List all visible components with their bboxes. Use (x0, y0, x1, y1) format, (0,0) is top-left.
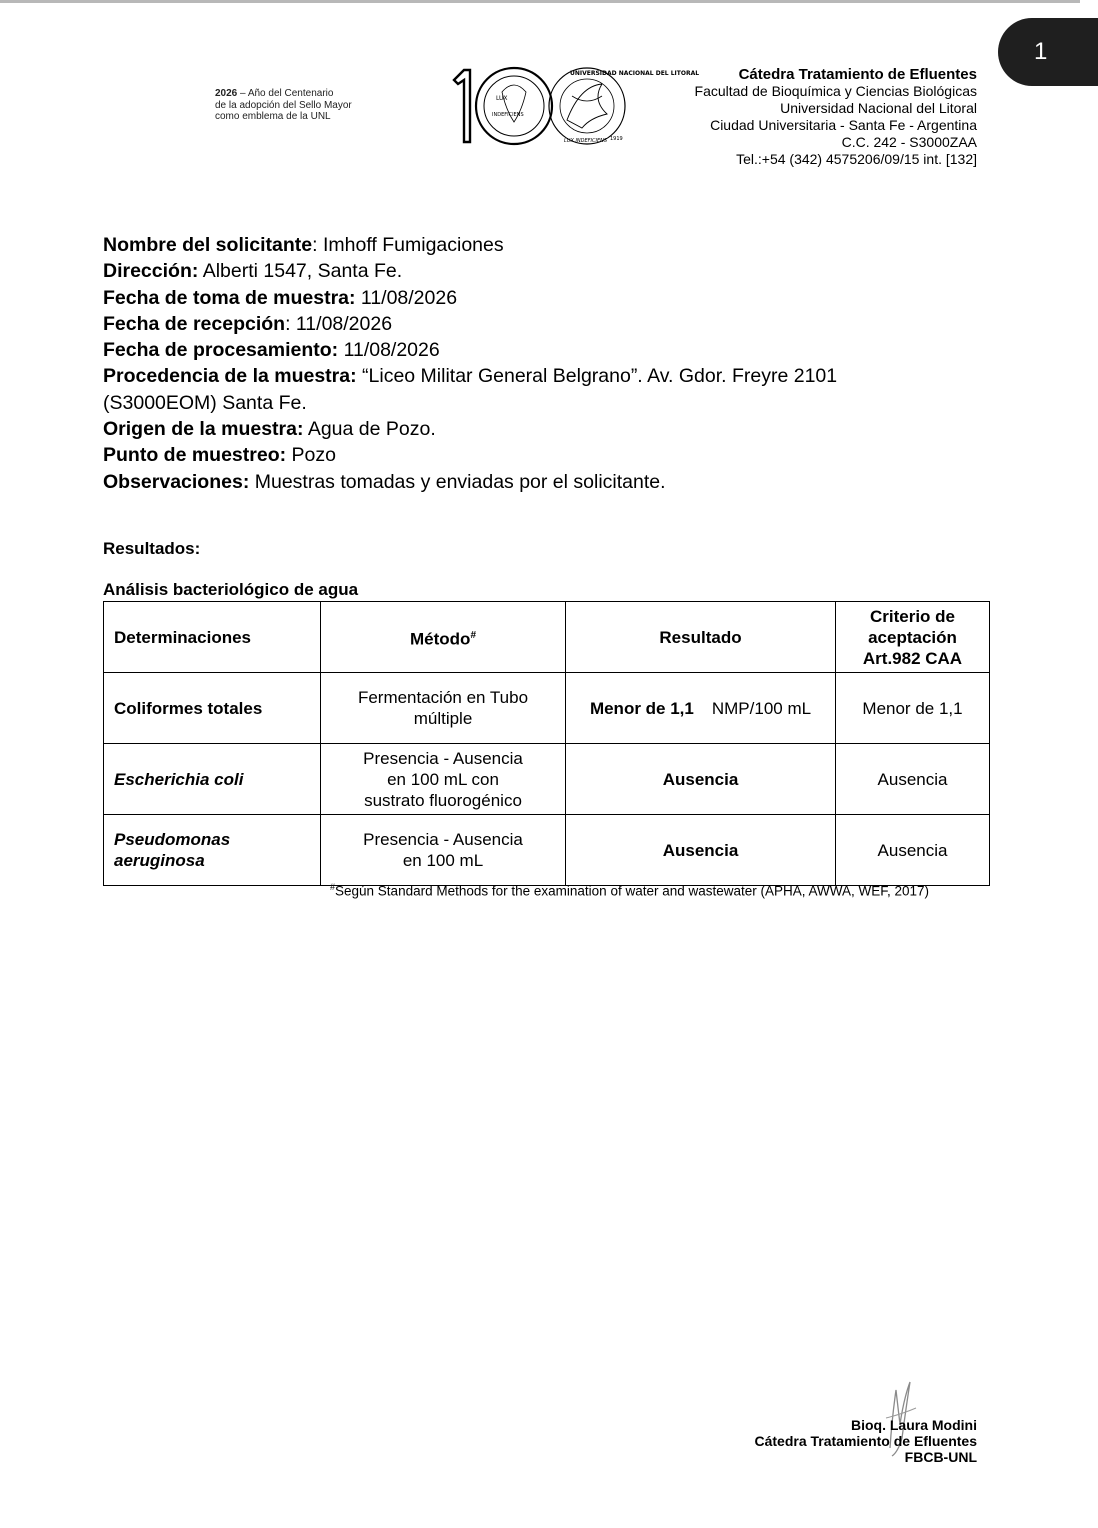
table-footnote (330, 882, 929, 899)
top-border (0, 0, 1080, 3)
row-metodo (321, 815, 566, 886)
info-label: Procedencia de la muestra: (103, 365, 357, 388)
row-resultado: Ausencia (566, 815, 836, 886)
info-punto (103, 442, 903, 468)
info-value: 11/08/2026 (355, 286, 458, 309)
table-row (104, 673, 990, 744)
info-direccion (103, 258, 903, 284)
row-metodo-line: Presencia - Ausencia (363, 830, 523, 849)
info-procedencia-cont: (S3000EOM) Santa Fe. (103, 391, 307, 414)
info-label: Fecha de recepción (103, 312, 286, 335)
row-determinacion (104, 815, 321, 886)
row-resultado-value: Menor de 1,1 (589, 698, 694, 718)
row-resultado: Ausencia (566, 744, 836, 815)
row-resultado-unit: NMP/100 mL (711, 698, 812, 718)
info-label: Fecha de toma de muestra: (103, 286, 356, 309)
info-label: Dirección: (103, 260, 199, 283)
header-metodo (321, 602, 566, 673)
info-label: Punto de muestreo: (103, 444, 287, 467)
header-criterio-line: Art.982 CAA (862, 648, 963, 668)
info-value: 11/08/2026 (338, 339, 440, 362)
centenario-year: 2026 (215, 88, 238, 99)
row-metodo-line: múltiple (413, 709, 473, 728)
header-criterio (836, 602, 990, 673)
page-number-badge (998, 18, 1098, 86)
centenario-line3: como emblema de la UNL (215, 111, 331, 122)
logo-seal-year: 1919 (610, 136, 623, 142)
row-determinacion-line: Pseudomonas (114, 830, 231, 849)
row-metodo-line: sustrato fluorogénico (364, 790, 522, 810)
institution-line: Ciudad Universitaria - Santa Fe - Argentina (710, 117, 977, 133)
logo-seal-inner-2: INDEFICIENS (492, 112, 524, 118)
info-label: Observaciones: (103, 470, 250, 493)
header-determinaciones: Determinaciones (104, 602, 321, 673)
info-procedencia (103, 363, 903, 389)
info-fecha-procesamiento (103, 337, 903, 363)
row-determinacion: Coliformes totales (104, 673, 321, 744)
row-criterio: Ausencia (836, 744, 990, 815)
page-number: 1 (1034, 38, 1048, 65)
row-criterio: Ausencia (836, 815, 990, 886)
info-value: Pozo (286, 444, 336, 467)
logo-seal-motto: LUX INDEFICIENS (564, 138, 608, 144)
row-metodo-line: Presencia - Ausencia (363, 748, 523, 768)
row-resultado (566, 673, 836, 744)
header-resultado: Resultado (566, 602, 836, 673)
institution-line: Facultad de Bioquímica y Ciencias Biológicas (694, 83, 977, 99)
row-metodo-line: en 100 mL (402, 851, 484, 870)
institution-line: Universidad Nacional del Litoral (780, 100, 977, 116)
info-value: : 11/08/2026 (285, 312, 393, 335)
info-label: Origen de la muestra: (103, 418, 304, 441)
centenario-line1: – Año del Centenario (240, 88, 334, 99)
unl-centenary-logo (452, 66, 700, 146)
info-value: Muestras tomadas y enviadas por el solicitante. (249, 470, 666, 493)
info-origen (103, 416, 903, 442)
signature-block (754, 1417, 977, 1465)
footnote-text: Según Standard Methods for the examination of water and wastewater (APHA, AWWA, WEF, 2017) (335, 883, 930, 899)
institution-title: Cátedra Tratamiento de Efluentes (738, 66, 977, 83)
institution-block (695, 66, 977, 168)
signature-line3: FBCB-UNL (904, 1449, 977, 1465)
table-row (104, 815, 990, 886)
info-label: Nombre del solicitante (103, 234, 313, 256)
info-value: Agua de Pozo. (303, 418, 436, 441)
info-fecha-recepcion (103, 311, 903, 337)
info-value: Imhoff Fumigaciones (322, 234, 504, 256)
header-criterio-line: Criterio de (869, 606, 956, 626)
institution-line: C.C. 242 - S3000ZAA (841, 134, 977, 150)
institution-line: Tel.:+54 (342) 4575206/09/15 int. [132] (736, 151, 977, 167)
row-metodo (321, 744, 566, 815)
logo-seal-inner-1: LUX (496, 95, 508, 102)
table-header-row (104, 602, 990, 673)
row-metodo-line: en 100 mL con (387, 769, 499, 789)
row-determinacion: Escherichia coli (104, 744, 321, 815)
results-label: Resultados: (103, 539, 201, 558)
table-row (104, 744, 990, 815)
logo-seal-text: UNIVERSIDAD NACIONAL DEL LITORAL (570, 70, 700, 77)
info-value: “Liceo Militar General Belgrano”. Av. Gdor. Freyre 2101 (356, 365, 838, 388)
row-criterio: Menor de 1,1 (836, 673, 990, 744)
centenario-note (215, 88, 352, 123)
centenario-line2: de la adopción del Sello Mayor (215, 99, 352, 111)
info-observaciones (103, 469, 903, 495)
footnote-mark: # (330, 882, 336, 892)
info-sep: : (312, 234, 323, 256)
row-metodo-line: Fermentación en Tubo (357, 688, 529, 707)
sample-info (103, 232, 903, 495)
info-label: Fecha de procesamiento: (103, 339, 339, 362)
header-criterio-line: aceptación (868, 627, 957, 647)
signature-line2: Cátedra Tratamiento de Efluentes (754, 1433, 977, 1449)
row-metodo (321, 673, 566, 744)
header-metodo-mark: # (470, 629, 476, 641)
signature-name: Bioq. Laura Modini (851, 1417, 977, 1433)
results-table (103, 601, 990, 886)
info-solicitante (103, 232, 903, 258)
info-value: Alberti 1547, Santa Fe. (198, 260, 403, 283)
info-fecha-toma (103, 285, 903, 311)
table-title: Análisis bacteriológico de agua (103, 580, 359, 599)
row-determinacion-line: aeruginosa (114, 851, 205, 870)
header-metodo-text: Método (410, 629, 471, 649)
